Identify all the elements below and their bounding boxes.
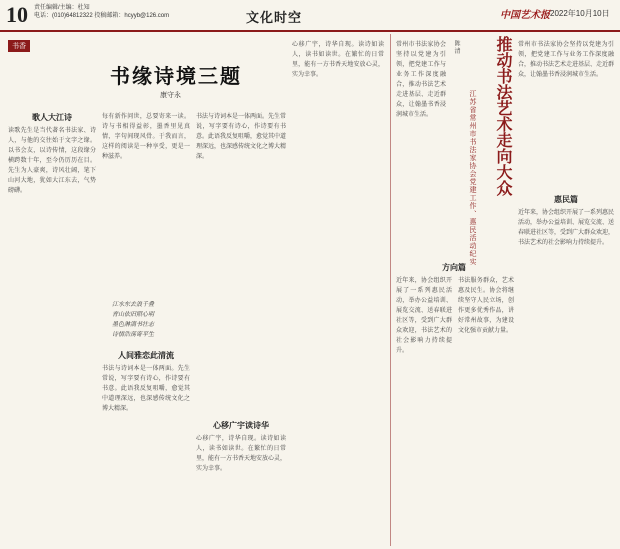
right-column-1: 常州市书法家协会坚持以党建为引领，把党建工作与业务工作深度融合，推动书法艺术走进基层、走近群众，让翰墨书香浸润城市生活。 bbox=[396, 41, 446, 118]
page-header bbox=[0, 0, 620, 32]
right-article-subtitle: 江苏省常州市书法家协会党建工作、惠民活动纪实 bbox=[469, 90, 477, 266]
right-article-author: 陈 清 bbox=[453, 40, 460, 54]
editor-line-2: 电话：(010)64812322 投稿邮箱：hcyyb@126.com bbox=[34, 13, 170, 19]
article-title: 书缘诗境三题 bbox=[110, 64, 242, 88]
poem-line: 青山依旧照心明 bbox=[112, 311, 155, 318]
right-article-title: 推动书法艺术走向大众 bbox=[494, 36, 513, 196]
issue-date: 2022年10月10日 bbox=[550, 9, 610, 18]
editor-line-1: 责任编辑/主编：杜知 bbox=[34, 5, 90, 11]
article-column-2b: 书法与诗词本是一体两面。先生常说，写字要有诗心，作诗要有书意。此语我反复咀嚼，愈觉其中道理深远，也深感传统文化之博大精深。 bbox=[102, 365, 190, 412]
article-column-4: 心移广宇，诗华自现。读诗如读人，读书如读世。在繁忙的日常里，能有一方书香天地安放心灵，实为幸事。 bbox=[292, 41, 384, 78]
right-column-2: 常州市书法家协会坚持以党建为引领，把党建工作与业务工作深度融合，推动书法艺术走进基层、走近群众，让翰墨书香浸润城市生活。 bbox=[518, 41, 614, 78]
article-author: 康守永 bbox=[160, 91, 181, 99]
subhead-3: 心移广宇读诗华 bbox=[213, 420, 269, 430]
right-column-5: 书法服务群众，艺术惠及民生。协会将继续坚守人民立场，创作更多优秀作品，讲好常州故事，为建设文化强市贡献力量。 bbox=[458, 277, 514, 334]
right-column-4: 近年来，协会组织开展了一系列惠民活动，举办公益培训、展览交流、送春联进社区等，受到广大群众欢迎，书法艺术的社会影响力持续提升。 bbox=[396, 277, 452, 354]
right-column-3: 近年来，协会组织开展了一系列惠民活动，举办公益培训、展览交流、送春联进社区等，受到广大群众欢迎，书法艺术的社会影响力持续提升。 bbox=[518, 209, 614, 246]
subhead-right-2: 惠民篇 bbox=[554, 194, 578, 204]
article-column-3: 书法与诗词本是一体两面。先生常说，写字要有诗心，作诗要有书意。此语我反复咀嚼，愈觉其中道理深远，也深感传统文化之博大精深。 bbox=[196, 113, 286, 160]
page-number: 10 bbox=[6, 2, 28, 27]
poem-line: 诗情浩荡寄平生 bbox=[112, 331, 155, 338]
subhead-2: 人间雅恋此清流 bbox=[118, 350, 174, 360]
article-column-3b: 心移广宇，诗华自现。读诗如读人，读书如读世。在繁忙的日常里，能有一方书香天地安放心灵，实为幸事。 bbox=[196, 435, 286, 472]
column-divider bbox=[390, 34, 391, 546]
editor-info bbox=[34, 4, 169, 20]
poem-line: 江水东去浪千叠 bbox=[112, 301, 155, 308]
newspaper-brand: 中国艺术报 bbox=[500, 10, 550, 21]
article-column-2: 每有新作问世，总要寄来一读。诗与书相得益彰，墨香里见真情，字句间现风骨。于我而言，这样的阅读是一种享受，更是一种滋养。 bbox=[102, 113, 190, 160]
subhead-1: 歌人大江诗 bbox=[32, 112, 72, 122]
poem-block bbox=[112, 300, 192, 340]
section-title: 文化时空 bbox=[246, 10, 303, 25]
article-column-1: 读歌先生是当代著名书法家、诗人，与他的交往始于文字之缘。以书会友，以诗传情，这段缘分横跨数十年，至今仍历历在目。先生为人豪爽，诗风壮阔，笔下山河大地，犹如大江东去，气势磅礴。 bbox=[8, 127, 96, 194]
poem-line: 墨色淋漓书壮志 bbox=[112, 321, 155, 328]
category-tag: 书香 bbox=[8, 40, 30, 52]
subhead-right-1: 方向篇 bbox=[442, 262, 466, 272]
